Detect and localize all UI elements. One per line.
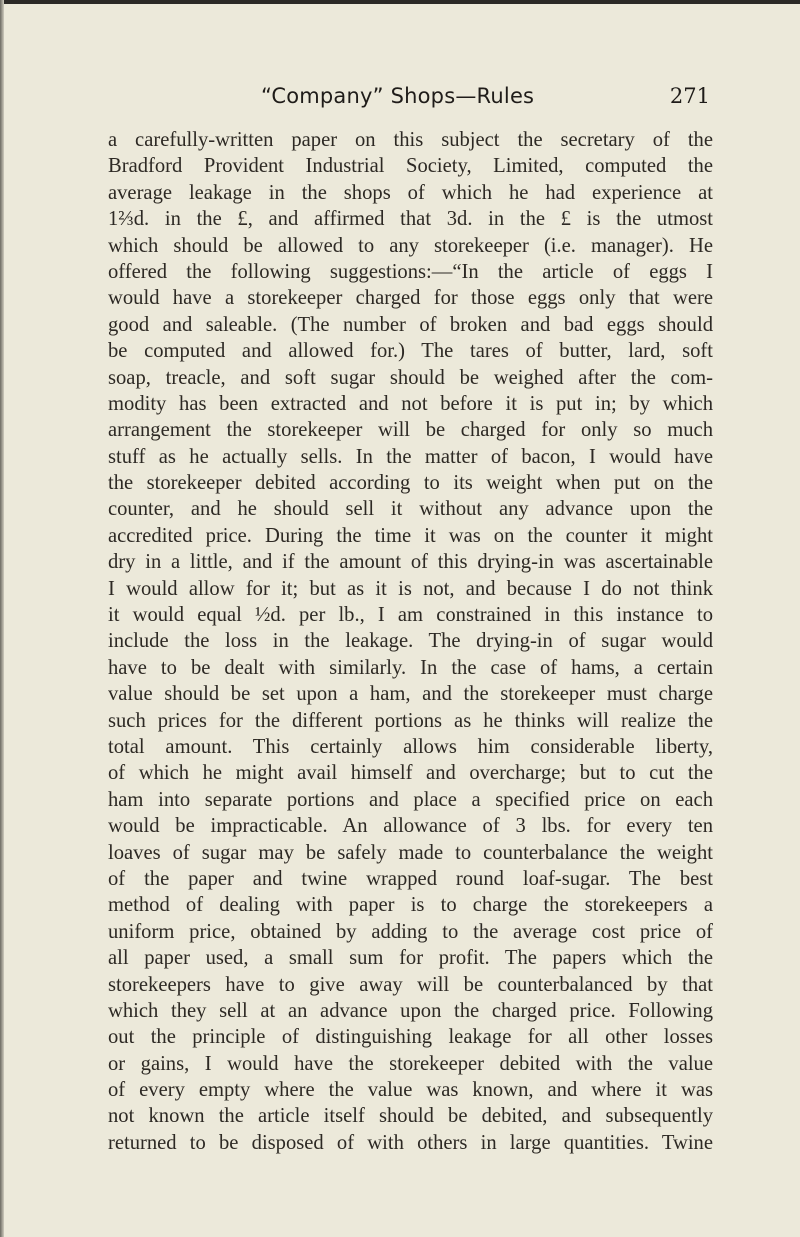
text-line: value should be set upon a ham, and the storekeeper must charge (108, 683, 713, 706)
text-line: soap, treacle, and soft sugar should be weighed after the com- (108, 366, 713, 389)
text-line: which should be allowed to any storekeeper (i.e. manager). He (108, 234, 713, 257)
text-line: modity has been extracted and not before it is put in; by which (108, 392, 713, 415)
text-line: Bradford Provident Industrial Society, Limited, computed the (108, 155, 713, 178)
text-line: good and saleable. (The number of broken and bad eggs should (108, 313, 713, 336)
text-line: average leakage in the shops of which he had experience at (108, 181, 713, 204)
text-line: it would equal ½d. per lb., I am constrained in this instance to (108, 604, 713, 627)
text-line: not known the article itself should be debited, and subsequently (108, 1105, 713, 1128)
text-line: I would allow for it; but as it is not, and because I do not think (108, 577, 713, 600)
text-line: of every empty where the value was known, and where it was (108, 1079, 713, 1102)
text-line: all paper used, a small sum for profit. The papers which the (108, 947, 713, 970)
text-line: of the paper and twine wrapped round loaf-sugar. The best (108, 867, 713, 890)
text-line: returned to be disposed of with others in large quantities. Twine (108, 1131, 713, 1154)
body-paragraph (108, 127, 713, 1156)
text-line: ham into separate portions and place a specified price on each (108, 788, 713, 811)
text-line: uniform price, obtained by adding to the average cost price of (108, 920, 713, 943)
text-line: dry in a little, and if the amount of this drying-in was ascertainable (108, 551, 713, 574)
text-line: loaves of sugar may be safely made to counterbalance the weight (108, 841, 713, 864)
text-line: method of dealing with paper is to charge the storekeepers a (108, 894, 713, 917)
text-line: be computed and allowed for.) The tares of butter, lard, soft (108, 340, 713, 363)
text-line: the storekeeper debited according to its weight when put on the (108, 472, 713, 495)
page-edge-shadow (0, 0, 4, 1237)
text-line: arrangement the storekeeper will be charged for only so much (108, 419, 713, 442)
text-line: offered the following suggestions:—“In the article of eggs I (108, 260, 713, 283)
text-line: 1⅔d. in the £, and affirmed that 3d. in the £ is the utmost (108, 208, 713, 231)
text-line: which they sell at an advance upon the charged price. Following (108, 999, 713, 1022)
text-line: counter, and he should sell it without any advance upon the (108, 498, 713, 521)
text-line: total amount. This certainly allows him considerable liberty, (108, 735, 713, 758)
text-line: storekeepers have to give away will be counterbalanced by that (108, 973, 713, 996)
text-line: out the principle of distinguishing leakage for all other losses (108, 1026, 713, 1049)
top-rule (0, 0, 800, 4)
text-line: such prices for the different portions as he thinks will realize the (108, 709, 713, 732)
page-number: 271 (669, 84, 710, 108)
text-line: a carefully-written paper on this subject the secretary of the (108, 129, 713, 151)
running-title: “Company” Shops—Rules (261, 84, 535, 108)
text-line: stuff as he actually sells. In the matter of bacon, I would have (108, 445, 713, 468)
text-line: include the loss in the leakage. The drying-in of sugar would (108, 630, 713, 653)
text-line: have to be dealt with similarly. In the case of hams, a certain (108, 656, 713, 679)
text-line: accredited price. During the time it was on the counter it might (108, 524, 713, 547)
running-head (240, 84, 710, 118)
text-line: would be impracticable. An allowance of 3 lbs. for every ten (108, 815, 713, 838)
text-line: of which he might avail himself and overcharge; but to cut the (108, 762, 713, 785)
text-line: or gains, I would have the storekeeper debited with the value (108, 1052, 713, 1075)
text-line: would have a storekeeper charged for those eggs only that were (108, 287, 713, 310)
